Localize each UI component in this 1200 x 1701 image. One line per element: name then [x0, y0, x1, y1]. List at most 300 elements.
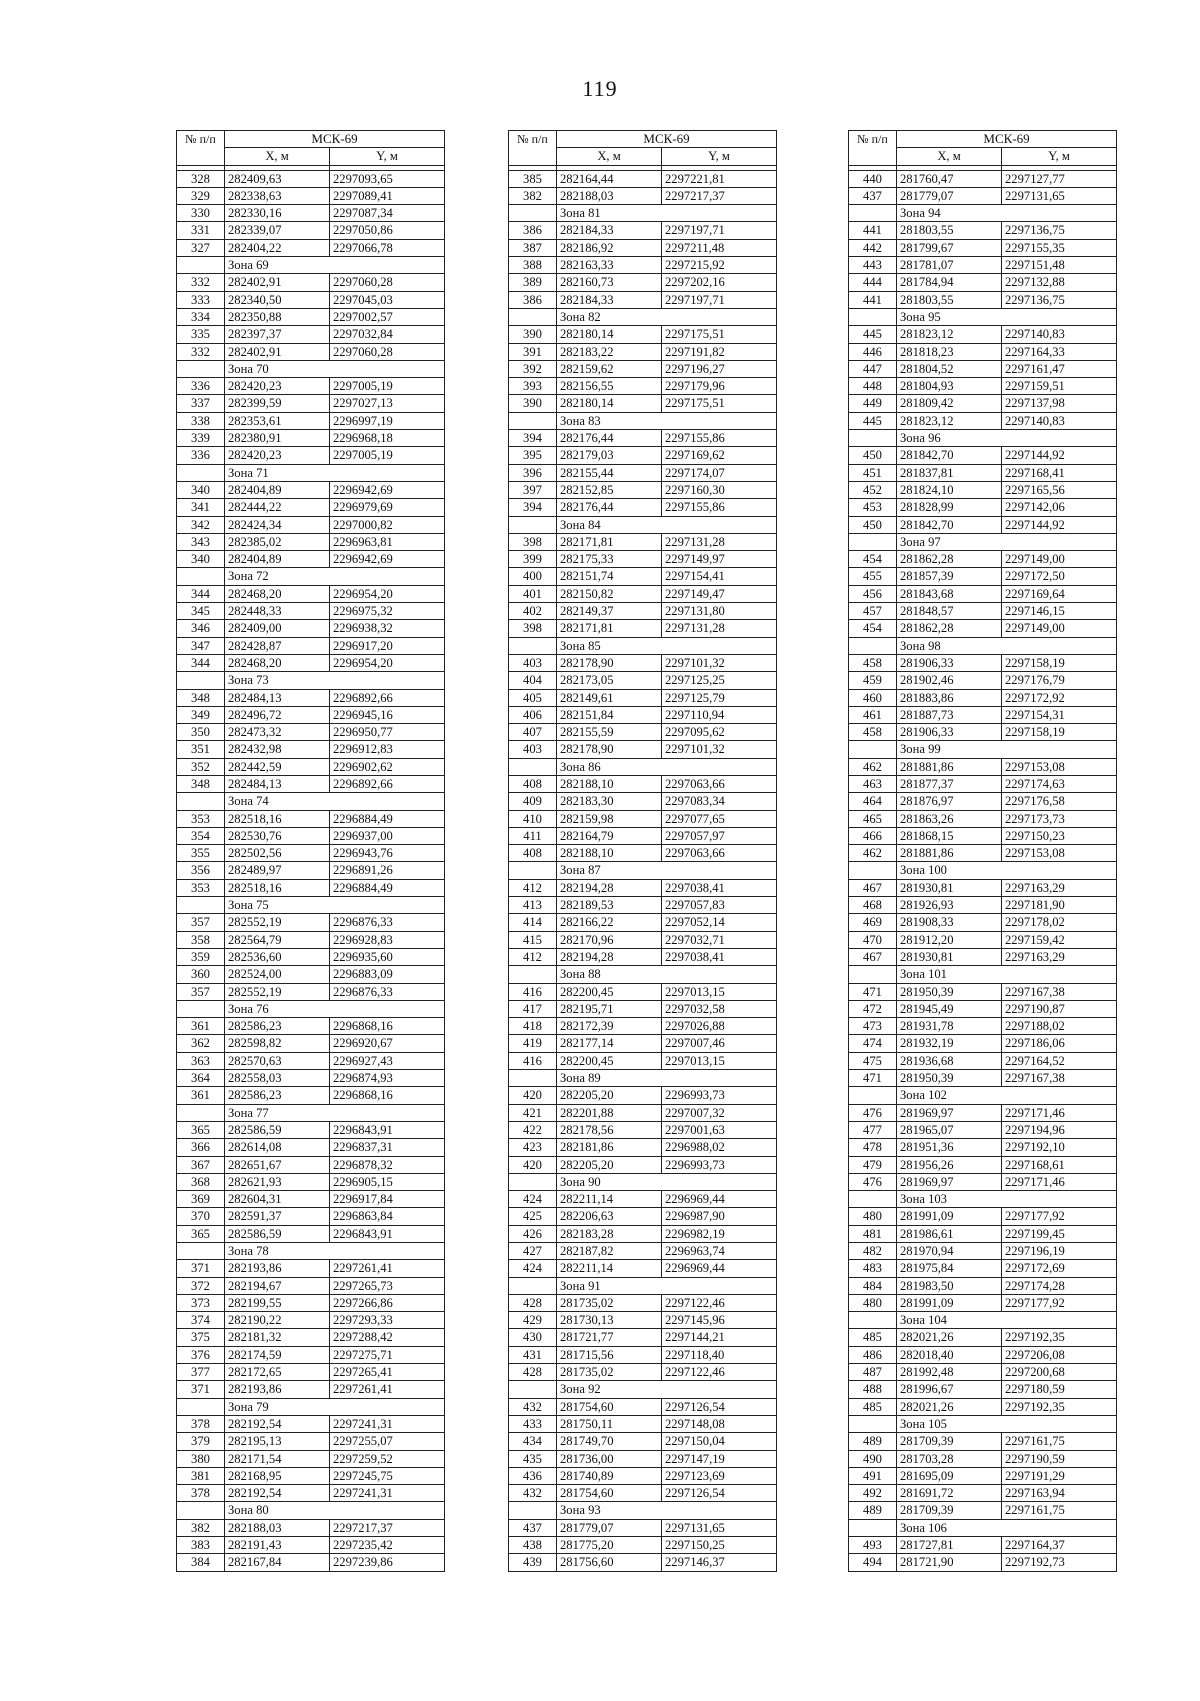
x-coordinate-cell: 282340,50: [225, 291, 330, 308]
zone-label: Зона 91: [557, 1277, 777, 1294]
table-row: [177, 1277, 445, 1294]
point-number-cell: 467: [849, 879, 897, 896]
table-row: [177, 1225, 445, 1242]
x-coordinate-cell: 282021,26: [897, 1329, 1002, 1346]
x-coordinate-cell: 282193,86: [225, 1260, 330, 1277]
x-coordinate-cell: 281779,07: [557, 1519, 662, 1536]
x-coordinate-cell: 281754,60: [557, 1485, 662, 1502]
table-row: [849, 654, 1117, 671]
table-row: [509, 706, 777, 723]
zone-number-cell: [849, 862, 897, 879]
x-coordinate-cell: 282397,37: [225, 326, 330, 343]
table-row: [177, 1260, 445, 1277]
point-number-cell: 353: [177, 879, 225, 896]
table-row: [849, 1502, 1117, 1519]
x-coordinate-cell: 282402,91: [225, 274, 330, 291]
table-row: [509, 1450, 777, 1467]
x-coordinate-cell: 281991,09: [897, 1294, 1002, 1311]
coordinates-table: [176, 130, 445, 1572]
x-coordinate-cell: 282018,40: [897, 1346, 1002, 1363]
point-number-cell: 438: [509, 1537, 557, 1554]
y-coordinate-cell: 2297150,25: [662, 1537, 777, 1554]
y-coordinate-cell: 2297148,08: [662, 1415, 777, 1432]
y-coordinate-cell: 2296993,73: [662, 1156, 777, 1173]
table-row: [177, 274, 445, 291]
y-coordinate-cell: 2297265,41: [330, 1364, 445, 1381]
point-number-cell: 436: [509, 1467, 557, 1484]
x-coordinate-cell: 282150,82: [557, 585, 662, 602]
y-coordinate-cell: 2297266,86: [330, 1294, 445, 1311]
x-coordinate-cell: 281735,02: [557, 1294, 662, 1311]
header-x: X, м: [225, 148, 330, 165]
x-coordinate-cell: 282195,71: [557, 1000, 662, 1017]
x-coordinate-cell: 281881,86: [897, 845, 1002, 862]
zone-number-cell: [177, 1502, 225, 1519]
x-coordinate-cell: 281842,70: [897, 516, 1002, 533]
table-row: [509, 1415, 777, 1432]
y-coordinate-cell: 2297122,46: [662, 1294, 777, 1311]
zone-row: [509, 1277, 777, 1294]
point-number-cell: 490: [849, 1450, 897, 1467]
point-number-cell: 356: [177, 862, 225, 879]
point-number-cell: 466: [849, 827, 897, 844]
table-row: [177, 1035, 445, 1052]
x-coordinate-cell: 281749,70: [557, 1433, 662, 1450]
point-number-cell: 359: [177, 948, 225, 965]
y-coordinate-cell: 2296874,93: [330, 1070, 445, 1087]
point-number-cell: 459: [849, 672, 897, 689]
x-coordinate-cell: 281877,37: [897, 775, 1002, 792]
x-coordinate-cell: 281775,20: [557, 1537, 662, 1554]
y-coordinate-cell: 2297163,29: [1002, 948, 1117, 965]
zone-row: [177, 360, 445, 377]
y-coordinate-cell: 2297221,81: [662, 170, 777, 187]
x-coordinate-cell: 282448,33: [225, 603, 330, 620]
point-number-cell: 361: [177, 1087, 225, 1104]
y-coordinate-cell: 2297188,02: [1002, 1018, 1117, 1035]
y-coordinate-cell: 2297027,13: [330, 395, 445, 412]
table-row: [849, 897, 1117, 914]
zone-number-cell: [849, 1087, 897, 1104]
table-row: [509, 568, 777, 585]
header-coordinate-system: МСК-69: [225, 131, 445, 148]
x-coordinate-cell: 282432,98: [225, 741, 330, 758]
table-row: [849, 1554, 1117, 1571]
x-coordinate-cell: 281992,48: [897, 1364, 1002, 1381]
zone-number-cell: [849, 637, 897, 654]
x-coordinate-cell: 282420,23: [225, 447, 330, 464]
point-number-cell: 353: [177, 810, 225, 827]
x-coordinate-cell: 282621,93: [225, 1173, 330, 1190]
zone-number-cell: [849, 1191, 897, 1208]
point-number-cell: 412: [509, 879, 557, 896]
y-coordinate-cell: 2297167,38: [1002, 1070, 1117, 1087]
y-coordinate-cell: 2296963,81: [330, 533, 445, 550]
table-row: [509, 326, 777, 343]
y-coordinate-cell: 2297169,62: [662, 447, 777, 464]
table-row: [177, 931, 445, 948]
table-row: [509, 793, 777, 810]
table-row: [509, 775, 777, 792]
point-number-cell: 341: [177, 499, 225, 516]
y-coordinate-cell: 2297202,16: [662, 274, 777, 291]
y-coordinate-cell: 2297192,35: [1002, 1329, 1117, 1346]
y-coordinate-cell: 2296942,69: [330, 551, 445, 568]
header-point-number: № п/п: [177, 131, 225, 166]
table-row: [849, 810, 1117, 827]
table-row: [509, 724, 777, 741]
y-coordinate-cell: 2297063,66: [662, 845, 777, 862]
table-row: [509, 187, 777, 204]
point-number-cell: 457: [849, 603, 897, 620]
point-number-cell: 472: [849, 1000, 897, 1017]
y-coordinate-cell: 2297199,45: [1002, 1225, 1117, 1242]
zone-label: Зона 78: [225, 1243, 445, 1260]
y-coordinate-cell: 2297032,71: [662, 931, 777, 948]
x-coordinate-cell: 282155,44: [557, 464, 662, 481]
point-number-cell: 354: [177, 827, 225, 844]
zone-row: [509, 1381, 777, 1398]
table-row: [849, 1035, 1117, 1052]
table-row: [509, 1398, 777, 1415]
y-coordinate-cell: 2296917,20: [330, 637, 445, 654]
table-row: [509, 931, 777, 948]
x-coordinate-cell: 282404,89: [225, 551, 330, 568]
y-coordinate-cell: 2296975,32: [330, 603, 445, 620]
point-number-cell: 447: [849, 360, 897, 377]
point-number-cell: 364: [177, 1070, 225, 1087]
point-number-cell: 338: [177, 412, 225, 429]
table-row: [177, 239, 445, 256]
point-number-cell: 494: [849, 1554, 897, 1571]
table-row: [849, 1294, 1117, 1311]
zone-label: Зона 82: [557, 308, 777, 325]
y-coordinate-cell: 2297174,63: [1002, 775, 1117, 792]
point-number-cell: 422: [509, 1121, 557, 1138]
table-row: [177, 551, 445, 568]
point-number-cell: 357: [177, 914, 225, 931]
y-coordinate-cell: 2296876,33: [330, 983, 445, 1000]
table-row: [177, 603, 445, 620]
x-coordinate-cell: 282171,54: [225, 1450, 330, 1467]
y-coordinate-cell: 2296945,16: [330, 706, 445, 723]
y-coordinate-cell: 2297275,71: [330, 1346, 445, 1363]
point-number-cell: 440: [849, 170, 897, 187]
zone-number-cell: [509, 1381, 557, 1398]
y-coordinate-cell: 2297241,31: [330, 1485, 445, 1502]
table-row: [849, 326, 1117, 343]
point-number-cell: 431: [509, 1346, 557, 1363]
x-coordinate-cell: 282156,55: [557, 378, 662, 395]
point-number-cell: 355: [177, 845, 225, 862]
y-coordinate-cell: 2296954,20: [330, 585, 445, 602]
table-row: [177, 1467, 445, 1484]
point-number-cell: 328: [177, 170, 225, 187]
y-coordinate-cell: 2297164,37: [1002, 1537, 1117, 1554]
point-number-cell: 452: [849, 481, 897, 498]
table-row: [509, 170, 777, 187]
table-row: [177, 1121, 445, 1138]
y-coordinate-cell: 2296868,16: [330, 1018, 445, 1035]
x-coordinate-cell: 282338,63: [225, 187, 330, 204]
table-row: [509, 897, 777, 914]
zone-number-cell: [177, 1398, 225, 1415]
x-coordinate-cell: 282409,63: [225, 170, 330, 187]
table-row: [509, 672, 777, 689]
point-number-cell: 392: [509, 360, 557, 377]
y-coordinate-cell: 2297245,75: [330, 1467, 445, 1484]
y-coordinate-cell: 2296993,73: [662, 1087, 777, 1104]
zone-row: [849, 1191, 1117, 1208]
table-row: [849, 499, 1117, 516]
zone-row: [509, 1070, 777, 1087]
y-coordinate-cell: 2297168,61: [1002, 1156, 1117, 1173]
y-coordinate-cell: 2296876,33: [330, 914, 445, 931]
table-row: [509, 741, 777, 758]
y-coordinate-cell: 2297158,19: [1002, 724, 1117, 741]
zone-row: [177, 1104, 445, 1121]
point-number-cell: 405: [509, 689, 557, 706]
table-row: [509, 1225, 777, 1242]
table-row: [849, 1000, 1117, 1017]
table-row: [509, 1554, 777, 1571]
table-row: [849, 689, 1117, 706]
table-row: [849, 1485, 1117, 1502]
point-number-cell: 413: [509, 897, 557, 914]
zone-number-cell: [177, 1243, 225, 1260]
x-coordinate-cell: 282171,81: [557, 533, 662, 550]
x-coordinate-cell: 281887,73: [897, 706, 1002, 723]
y-coordinate-cell: 2297007,46: [662, 1035, 777, 1052]
point-number-cell: 454: [849, 620, 897, 637]
table-row: [177, 516, 445, 533]
y-coordinate-cell: 2297176,79: [1002, 672, 1117, 689]
table-row: [509, 1485, 777, 1502]
zone-row: [509, 1502, 777, 1519]
table-row: [177, 170, 445, 187]
point-number-cell: 481: [849, 1225, 897, 1242]
point-number-cell: 399: [509, 551, 557, 568]
table-row: [177, 862, 445, 879]
point-number-cell: 426: [509, 1225, 557, 1242]
y-coordinate-cell: 2297167,38: [1002, 983, 1117, 1000]
y-coordinate-cell: 2297200,68: [1002, 1364, 1117, 1381]
point-number-cell: 421: [509, 1104, 557, 1121]
point-number-cell: 398: [509, 533, 557, 550]
x-coordinate-cell: 282211,14: [557, 1260, 662, 1277]
table-row: [509, 499, 777, 516]
x-coordinate-cell: 282179,03: [557, 447, 662, 464]
zone-number-cell: [509, 412, 557, 429]
x-coordinate-cell: 282591,37: [225, 1208, 330, 1225]
x-coordinate-cell: 281818,23: [897, 343, 1002, 360]
y-coordinate-cell: 2296963,74: [662, 1243, 777, 1260]
x-coordinate-cell: 281991,09: [897, 1208, 1002, 1225]
zone-row: [849, 1087, 1117, 1104]
y-coordinate-cell: 2297159,42: [1002, 931, 1117, 948]
header-y: Y, м: [1002, 148, 1117, 165]
zone-label: Зона 84: [557, 516, 777, 533]
zone-number-cell: [177, 672, 225, 689]
table-row: [509, 1139, 777, 1156]
point-number-cell: 403: [509, 654, 557, 671]
table-row: [509, 1156, 777, 1173]
y-coordinate-cell: 2296878,32: [330, 1156, 445, 1173]
zone-row: [177, 1502, 445, 1519]
table-row: [177, 1173, 445, 1190]
point-number-cell: 432: [509, 1485, 557, 1502]
point-number-cell: 467: [849, 948, 897, 965]
point-number-cell: 493: [849, 1537, 897, 1554]
point-number-cell: 460: [849, 689, 897, 706]
point-number-cell: 449: [849, 395, 897, 412]
point-number-cell: 376: [177, 1346, 225, 1363]
point-number-cell: 478: [849, 1139, 897, 1156]
point-number-cell: 432: [509, 1398, 557, 1415]
x-coordinate-cell: 282420,23: [225, 378, 330, 395]
y-coordinate-cell: 2296843,91: [330, 1225, 445, 1242]
y-coordinate-cell: 2297032,84: [330, 326, 445, 343]
x-coordinate-cell: 282424,34: [225, 516, 330, 533]
table-row: [509, 1364, 777, 1381]
point-number-cell: 442: [849, 239, 897, 256]
zone-label: Зона 76: [225, 1000, 445, 1017]
point-number-cell: 349: [177, 706, 225, 723]
point-number-cell: 378: [177, 1485, 225, 1502]
x-coordinate-cell: 282502,56: [225, 845, 330, 862]
table-row: [177, 724, 445, 741]
x-coordinate-cell: 282200,45: [557, 1052, 662, 1069]
y-coordinate-cell: 2297192,10: [1002, 1139, 1117, 1156]
table-row: [509, 983, 777, 1000]
table-row: [177, 914, 445, 931]
y-coordinate-cell: 2297163,29: [1002, 879, 1117, 896]
point-number-cell: 417: [509, 1000, 557, 1017]
y-coordinate-cell: 2297127,77: [1002, 170, 1117, 187]
x-coordinate-cell: 281691,72: [897, 1485, 1002, 1502]
y-coordinate-cell: 2297038,41: [662, 948, 777, 965]
y-coordinate-cell: 2297173,73: [1002, 810, 1117, 827]
table-row: [177, 1087, 445, 1104]
table-row: [849, 1398, 1117, 1415]
zone-label: Зона 83: [557, 412, 777, 429]
table-row: [177, 395, 445, 412]
x-coordinate-cell: 281721,77: [557, 1329, 662, 1346]
point-number-cell: 348: [177, 775, 225, 792]
x-coordinate-cell: 282444,22: [225, 499, 330, 516]
table-row: [177, 637, 445, 654]
zone-label: Зона 94: [897, 205, 1117, 222]
y-coordinate-cell: 2297125,79: [662, 689, 777, 706]
header-coordinate-system: МСК-69: [897, 131, 1117, 148]
x-coordinate-cell: 282468,20: [225, 585, 330, 602]
zone-label: Зона 90: [557, 1173, 777, 1190]
point-number-cell: 429: [509, 1312, 557, 1329]
table-row: [509, 948, 777, 965]
x-coordinate-cell: 282188,03: [225, 1519, 330, 1536]
x-coordinate-cell: 281908,33: [897, 914, 1002, 931]
zone-number-cell: [509, 516, 557, 533]
table-row: [849, 724, 1117, 741]
point-number-cell: 469: [849, 914, 897, 931]
y-coordinate-cell: 2297146,15: [1002, 603, 1117, 620]
point-number-cell: 489: [849, 1433, 897, 1450]
point-number-cell: 434: [509, 1433, 557, 1450]
point-number-cell: 487: [849, 1364, 897, 1381]
y-coordinate-cell: 2296863,84: [330, 1208, 445, 1225]
point-number-cell: 456: [849, 585, 897, 602]
y-coordinate-cell: 2297169,64: [1002, 585, 1117, 602]
y-coordinate-cell: 2297180,59: [1002, 1381, 1117, 1398]
table-row: [509, 1104, 777, 1121]
y-coordinate-cell: 2297038,41: [662, 879, 777, 896]
x-coordinate-cell: 282190,22: [225, 1312, 330, 1329]
y-coordinate-cell: 2296902,62: [330, 758, 445, 775]
table-row: [849, 620, 1117, 637]
zone-row: [849, 862, 1117, 879]
point-number-cell: 482: [849, 1243, 897, 1260]
zone-label: Зона 100: [897, 862, 1117, 879]
table-row: [849, 603, 1117, 620]
point-number-cell: 339: [177, 430, 225, 447]
table-row: [177, 447, 445, 464]
x-coordinate-cell: 282183,30: [557, 793, 662, 810]
y-coordinate-cell: 2297144,21: [662, 1329, 777, 1346]
y-coordinate-cell: 2297149,97: [662, 551, 777, 568]
y-coordinate-cell: 2297057,97: [662, 827, 777, 844]
header-x: X, м: [897, 148, 1002, 165]
table-row: [849, 827, 1117, 844]
x-coordinate-cell: 282183,28: [557, 1225, 662, 1242]
y-coordinate-cell: 2297165,56: [1002, 481, 1117, 498]
y-coordinate-cell: 2297215,92: [662, 257, 777, 274]
point-number-cell: 332: [177, 343, 225, 360]
table-row: [177, 845, 445, 862]
point-number-cell: 401: [509, 585, 557, 602]
point-number-cell: 428: [509, 1364, 557, 1381]
point-number-cell: 397: [509, 481, 557, 498]
table-row: [177, 1381, 445, 1398]
zone-row: [849, 966, 1117, 983]
table-row: [509, 291, 777, 308]
point-number-cell: 377: [177, 1364, 225, 1381]
point-number-cell: 461: [849, 706, 897, 723]
y-coordinate-cell: 2297158,19: [1002, 654, 1117, 671]
table-row: [509, 1087, 777, 1104]
y-coordinate-cell: 2297163,94: [1002, 1485, 1117, 1502]
y-coordinate-cell: 2297168,41: [1002, 464, 1117, 481]
y-coordinate-cell: 2297118,40: [662, 1346, 777, 1363]
point-number-cell: 365: [177, 1121, 225, 1138]
y-coordinate-cell: 2297206,08: [1002, 1346, 1117, 1363]
table-row: [849, 1139, 1117, 1156]
y-coordinate-cell: 2296884,49: [330, 810, 445, 827]
y-coordinate-cell: 2297160,30: [662, 481, 777, 498]
x-coordinate-cell: 281803,55: [897, 291, 1002, 308]
x-coordinate-cell: 281804,52: [897, 360, 1002, 377]
table-row: [177, 1537, 445, 1554]
y-coordinate-cell: 2297265,73: [330, 1277, 445, 1294]
zone-row: [849, 741, 1117, 758]
x-coordinate-cell: 282518,16: [225, 879, 330, 896]
point-number-cell: 473: [849, 1018, 897, 1035]
x-coordinate-cell: 282614,08: [225, 1139, 330, 1156]
point-number-cell: 332: [177, 274, 225, 291]
table-row: [177, 689, 445, 706]
point-number-cell: 411: [509, 827, 557, 844]
zone-number-cell: [509, 308, 557, 325]
x-coordinate-cell: 281912,20: [897, 931, 1002, 948]
